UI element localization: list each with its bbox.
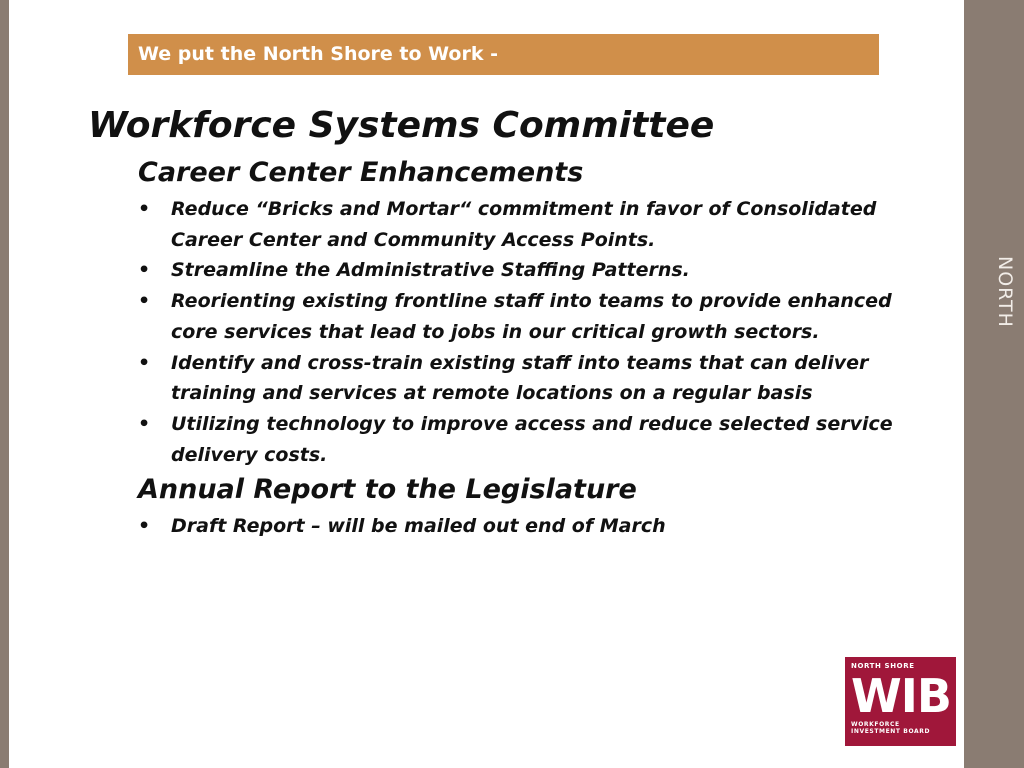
wib-logo — [845, 657, 956, 746]
list-item-text: Identify and cross-train existing staff into teams that can deliver training and services at remote locations on a regular basis — [171, 351, 869, 405]
list-item-text: Draft Report – will be mailed out end of March — [171, 515, 666, 537]
annual-report-bullet-list — [138, 511, 898, 542]
section-heading-annual-report: Annual Report to the Legislature — [138, 474, 637, 505]
section-heading-career-center: Career Center Enhancements — [138, 157, 584, 188]
right-accent-bar — [964, 0, 1024, 768]
bullet-icon: • — [138, 351, 151, 374]
list-item — [138, 286, 898, 347]
career-center-bullet-list — [138, 194, 898, 470]
top-banner — [128, 34, 879, 75]
bullet-icon: • — [138, 515, 151, 537]
list-item-text: Streamline the Administrative Staffing Patterns. — [171, 259, 690, 282]
list-item-text: Reduce “Bricks and Mortar“ commitment in favor of Consolidated Career Center and Community Access Points. — [171, 198, 877, 251]
bullet-icon: • — [138, 198, 151, 220]
left-accent-bar — [0, 0, 9, 768]
banner-text: We put the North Shore to Work - — [138, 43, 498, 65]
list-item — [138, 511, 898, 542]
bullet-icon: • — [138, 290, 151, 313]
list-item — [138, 194, 898, 255]
slide-title: Workforce Systems Committee — [88, 105, 715, 146]
bullet-icon: • — [138, 412, 151, 435]
list-item — [138, 409, 898, 470]
list-item — [138, 255, 898, 286]
logo-top-text: NORTH SHORE — [851, 662, 915, 670]
bullet-icon: • — [138, 259, 151, 282]
list-item-text: Reorienting existing frontline staff into teams to provide enhanced core services that lead to jobs in our critical growth sectors. — [171, 290, 892, 343]
list-item-text: Utilizing technology to improve access and reduce selected service delivery costs. — [171, 412, 893, 466]
side-vertical-label: NORTH — [994, 256, 1016, 328]
logo-bottom-text: WORKFORCE INVESTMENT BOARD — [851, 721, 931, 735]
logo-mark: WIB — [851, 669, 951, 723]
list-item — [138, 348, 898, 409]
